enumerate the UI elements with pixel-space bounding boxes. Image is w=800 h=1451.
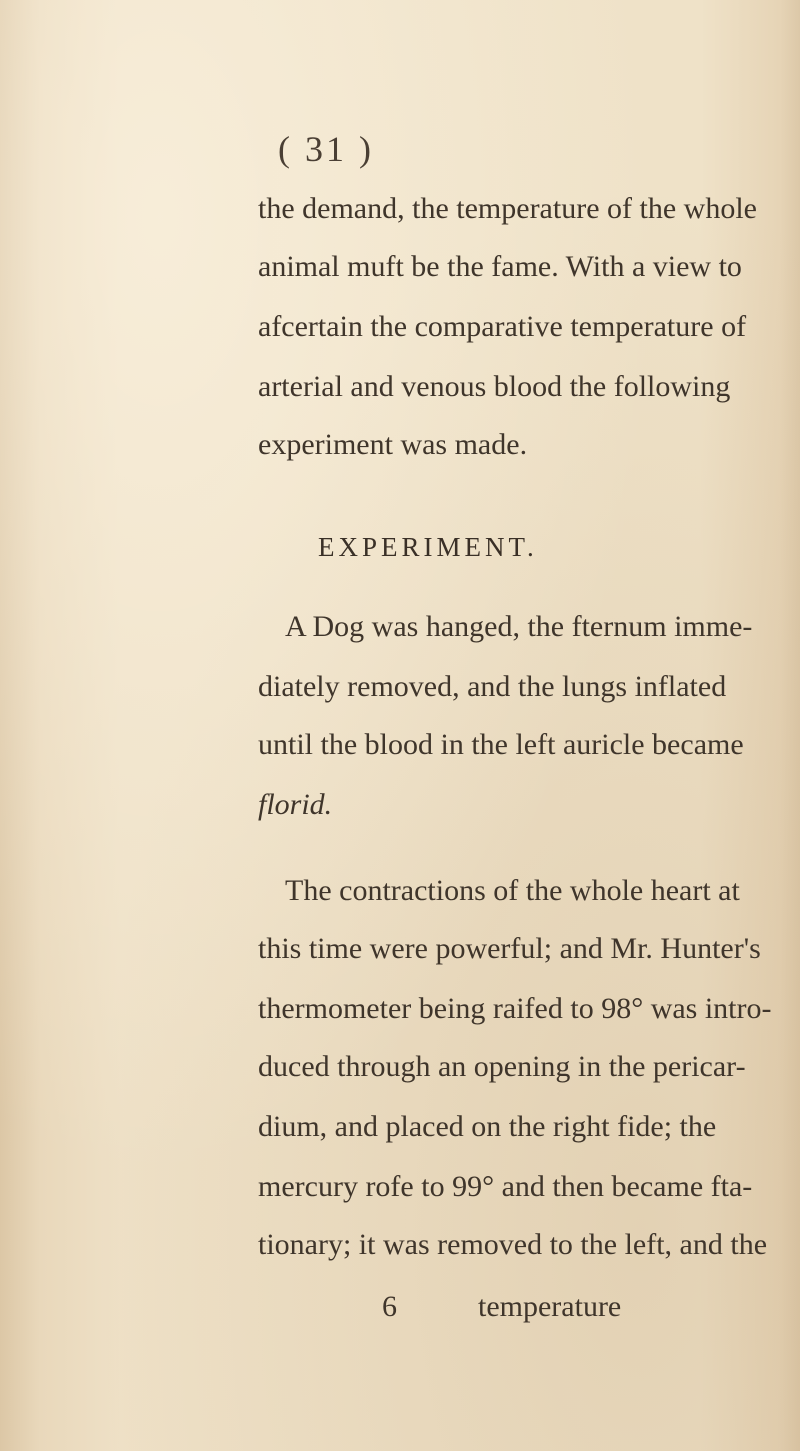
text-line-2: animal muft be the fame. With a view to: [258, 250, 742, 283]
paragraph3-line-4: duced through an opening in the pericar-: [258, 1050, 746, 1083]
paragraph2-line-4: florid.: [258, 788, 333, 821]
paragraph2-line-3: until the blood in the left auricle became: [258, 728, 744, 761]
paragraph2-line-2: diately removed, and the lungs inflated: [258, 670, 727, 703]
text-line-4: arterial and venous blood the following: [258, 370, 731, 403]
paragraph3-line-6: mercury rofe to 99° and then became fta-: [258, 1170, 753, 1203]
paragraph2-line-1: A Dog was hanged, the fternum imme-: [285, 610, 753, 643]
signature-mark: 6: [382, 1290, 397, 1323]
paragraph3-line-2: this time were powerful; and Mr. Hunter's: [258, 932, 761, 965]
catchword: temperature: [478, 1290, 622, 1323]
page-number: ( 31 ): [278, 129, 374, 169]
paragraph3-line-1: The contractions of the whole heart at: [285, 874, 740, 907]
text-line-5: experiment was made.: [258, 428, 528, 461]
paragraph3-line-5: dium, and placed on the right fide; the: [258, 1110, 717, 1143]
paragraph3-line-7: tionary; it was removed to the left, and the: [258, 1228, 768, 1261]
paragraph3-line-3: thermometer being raifed to 98° was intro-: [258, 992, 772, 1025]
text-line-3: afcertain the comparative temperature of: [258, 310, 747, 343]
text-line-1: the demand, the temperature of the whole: [258, 192, 757, 225]
section-heading: EXPERIMENT.: [318, 532, 538, 562]
